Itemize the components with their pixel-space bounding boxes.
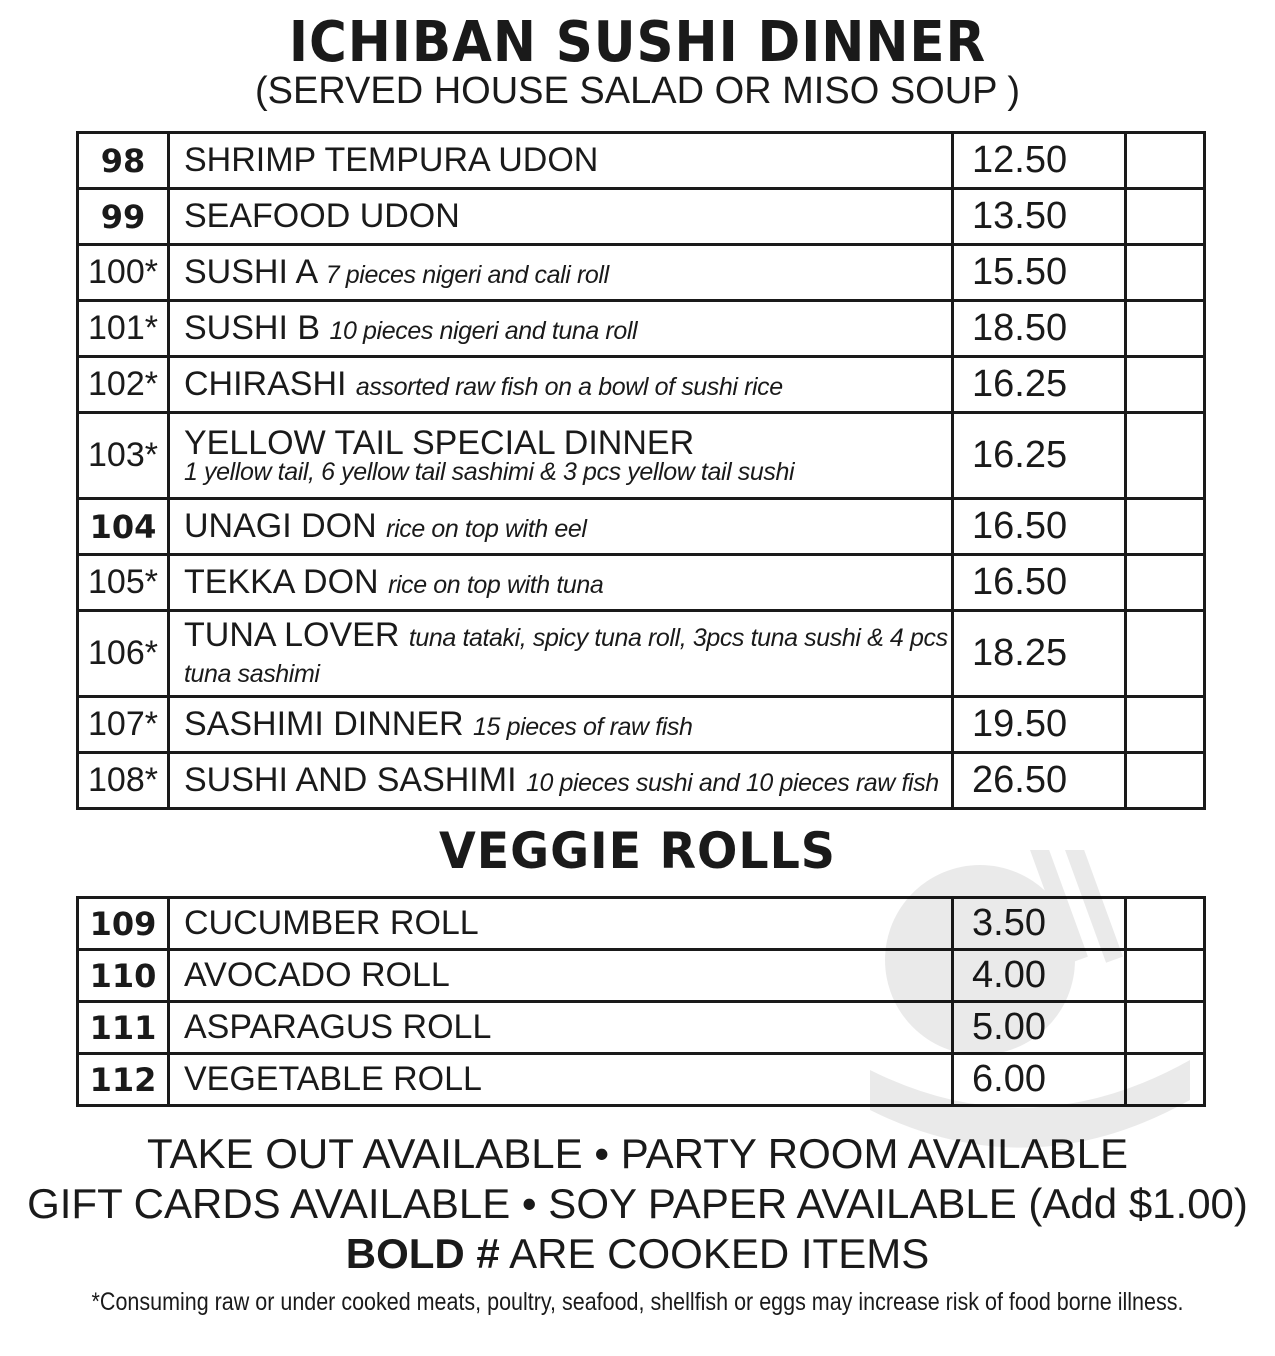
order-checkbox-cell bbox=[1126, 189, 1205, 245]
item-name: SHRIMP TEMPURA UDON bbox=[184, 140, 599, 179]
item-name: CUCUMBER ROLL bbox=[169, 898, 953, 950]
item-name-cell bbox=[169, 697, 953, 753]
item-number: 112 bbox=[78, 1054, 169, 1106]
item-price: 6.00 bbox=[953, 1054, 1126, 1106]
item-number: 102* bbox=[78, 357, 169, 413]
bold-number-label: BOLD # bbox=[345, 1230, 500, 1277]
cooked-items-label: ARE COOKED ITEMS bbox=[499, 1230, 930, 1277]
item-description: 10 pieces nigeri and tuna roll bbox=[329, 316, 638, 345]
order-checkbox-cell bbox=[1126, 301, 1205, 357]
menu-row bbox=[78, 189, 1205, 245]
item-name-cell bbox=[169, 357, 953, 413]
menu-row bbox=[78, 753, 1205, 809]
item-name: SUSHI AND SASHIMI bbox=[184, 760, 517, 799]
menu-row bbox=[78, 133, 1205, 189]
menu-row bbox=[78, 499, 1205, 555]
item-number: 100* bbox=[78, 245, 169, 301]
item-description: 1 yellow tail, 6 yellow tail sashimi & 3 pcs yellow tail sushi bbox=[184, 458, 795, 487]
item-name: YELLOW TAIL SPECIAL DINNER bbox=[184, 423, 695, 462]
order-checkbox-cell bbox=[1126, 413, 1205, 499]
item-name: ASPARAGUS ROLL bbox=[169, 1002, 953, 1054]
item-price: 16.50 bbox=[953, 555, 1126, 611]
item-price: 16.25 bbox=[953, 357, 1126, 413]
footer-takeout-line: TAKE OUT AVAILABLE • PARTY ROOM AVAILABLE bbox=[146, 1130, 1129, 1177]
item-price: 3.50 bbox=[953, 898, 1126, 950]
menu-row bbox=[78, 245, 1205, 301]
order-checkbox-cell bbox=[1126, 357, 1205, 413]
item-price: 4.00 bbox=[953, 950, 1126, 1002]
order-checkbox-cell bbox=[1126, 753, 1205, 809]
item-name-cell bbox=[169, 499, 953, 555]
order-checkbox-cell bbox=[1126, 499, 1205, 555]
item-name: UNAGI DON bbox=[184, 506, 377, 545]
item-name-cell bbox=[169, 753, 953, 809]
menu-row bbox=[78, 697, 1205, 753]
item-description: 7 pieces nigeri and cali roll bbox=[325, 260, 609, 289]
item-price: 5.00 bbox=[953, 1002, 1126, 1054]
page-subtitle: (SERVED HOUSE SALAD OR MISO SOUP ) bbox=[254, 70, 1021, 112]
item-name-cell bbox=[169, 413, 953, 499]
item-name-cell bbox=[169, 555, 953, 611]
item-number: 107* bbox=[78, 697, 169, 753]
item-name: SUSHI A bbox=[184, 252, 317, 291]
item-number: 99 bbox=[78, 189, 169, 245]
item-name: SEAFOOD UDON bbox=[184, 196, 460, 235]
menu-row bbox=[78, 1054, 1205, 1106]
item-name-cell bbox=[169, 245, 953, 301]
item-name: TUNA LOVER bbox=[184, 615, 400, 654]
item-price: 12.50 bbox=[953, 133, 1126, 189]
item-number: 101* bbox=[78, 301, 169, 357]
item-name-cell bbox=[169, 189, 953, 245]
order-checkbox-cell bbox=[1126, 133, 1205, 189]
menu-row bbox=[78, 950, 1205, 1002]
order-checkbox-cell bbox=[1126, 950, 1205, 1002]
item-price: 13.50 bbox=[953, 189, 1126, 245]
veggie-rolls-table bbox=[76, 896, 1206, 1107]
page-title: ICHIBAN SUSHI DINNER bbox=[288, 10, 987, 75]
item-price: 18.50 bbox=[953, 301, 1126, 357]
menu-row bbox=[78, 413, 1205, 499]
item-name-cell bbox=[169, 133, 953, 189]
order-checkbox-cell bbox=[1126, 555, 1205, 611]
footer-cooked-note bbox=[0, 1230, 1275, 1278]
menu-row bbox=[78, 301, 1205, 357]
menu-row bbox=[78, 357, 1205, 413]
menu-row bbox=[78, 1002, 1205, 1054]
order-checkbox-cell bbox=[1126, 245, 1205, 301]
order-checkbox-cell bbox=[1126, 898, 1205, 950]
item-price: 26.50 bbox=[953, 753, 1126, 809]
item-name: VEGETABLE ROLL bbox=[169, 1054, 953, 1106]
item-number: 109 bbox=[78, 898, 169, 950]
item-price: 16.25 bbox=[953, 413, 1126, 499]
menu-row bbox=[78, 611, 1205, 697]
sushi-dinner-table bbox=[76, 131, 1206, 810]
item-number: 105* bbox=[78, 555, 169, 611]
raw-food-disclaimer: *Consuming raw or under cooked meats, poultry, seafood, shellfish or eggs may increase risk of food borne illness. bbox=[91, 1288, 1184, 1316]
item-description: rice on top with eel bbox=[386, 514, 587, 543]
item-description: assorted raw fish on a bowl of sushi rice bbox=[355, 372, 783, 401]
menu-row bbox=[78, 898, 1205, 950]
menu-row bbox=[78, 555, 1205, 611]
item-price: 19.50 bbox=[953, 697, 1126, 753]
footer-giftcards-line: GIFT CARDS AVAILABLE • SOY PAPER AVAILABLE (Add $1.00) bbox=[27, 1180, 1248, 1227]
item-number: 106* bbox=[78, 611, 169, 697]
item-name-cell bbox=[169, 611, 953, 697]
item-name: AVOCADO ROLL bbox=[169, 950, 953, 1002]
item-name-cell bbox=[169, 301, 953, 357]
item-number: 98 bbox=[78, 133, 169, 189]
item-number: 111 bbox=[78, 1002, 169, 1054]
item-name: CHIRASHI bbox=[184, 364, 347, 403]
item-number: 103* bbox=[78, 413, 169, 499]
item-price: 16.50 bbox=[953, 499, 1126, 555]
item-price: 15.50 bbox=[953, 245, 1126, 301]
item-price: 18.25 bbox=[953, 611, 1126, 697]
item-number: 110 bbox=[78, 950, 169, 1002]
item-number: 104 bbox=[78, 499, 169, 555]
order-checkbox-cell bbox=[1126, 1054, 1205, 1106]
order-checkbox-cell bbox=[1126, 1002, 1205, 1054]
item-description: 10 pieces sushi and 10 pieces raw fish bbox=[525, 768, 939, 797]
item-description: rice on top with tuna bbox=[388, 570, 604, 599]
section-title-veggie-rolls: VEGGIE ROLLS bbox=[439, 822, 836, 880]
order-checkbox-cell bbox=[1126, 611, 1205, 697]
order-checkbox-cell bbox=[1126, 697, 1205, 753]
item-name: TEKKA DON bbox=[184, 562, 379, 601]
item-name: SUSHI B bbox=[184, 308, 321, 347]
item-description: tuna tataki, spicy tuna roll, 3pcs tuna sushi & 4 pcs tuna sashimi bbox=[184, 623, 948, 688]
item-number: 108* bbox=[78, 753, 169, 809]
item-description: 15 pieces of raw fish bbox=[473, 712, 693, 741]
item-name: SASHIMI DINNER bbox=[184, 704, 464, 743]
